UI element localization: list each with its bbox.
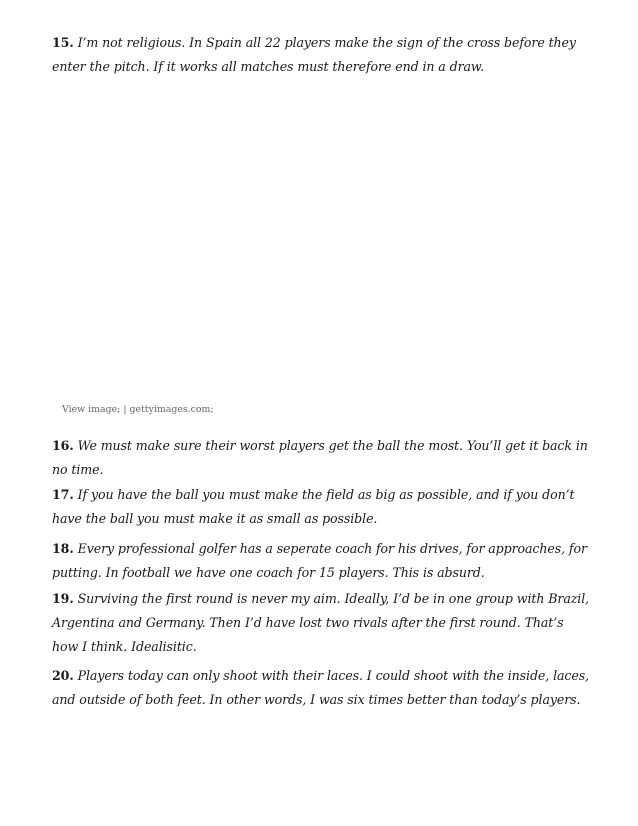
image-caption-link[interactable]: View image; | gettyimages.com; xyxy=(62,404,214,415)
quote-15 xyxy=(52,31,592,79)
quote-number: 15. xyxy=(52,35,74,50)
quote-18 xyxy=(52,537,592,585)
quote-text: I’m not religious. In Spain all 22 players make the sign of the cross before they enter the pitch. If it works all matches must therefore end in a draw. xyxy=(52,35,576,74)
quote-number: 20. xyxy=(52,668,74,683)
quote-text: We must make sure their worst players get the ball the most. You’ll get it back in no time. xyxy=(52,438,588,477)
quote-20 xyxy=(52,664,592,712)
embedded-image-placeholder xyxy=(52,86,592,386)
quote-number: 17. xyxy=(52,487,74,502)
quote-text: Surviving the first round is never my aim. Ideally, I’d be in one group with Brazil, Argentina and Germany. Then I’d have lost two rivals after the first round. That’s how I think. Idealisitic. xyxy=(52,591,590,654)
quote-17 xyxy=(52,483,592,531)
quote-16 xyxy=(52,434,592,482)
quote-number: 16. xyxy=(52,438,74,453)
quote-number: 18. xyxy=(52,541,74,556)
quote-text: Players today can only shoot with their laces. I could shoot with the inside, laces, and outside of both feet. In other words, I was six times better than today’s players. xyxy=(52,668,589,707)
quote-text: Every professional golfer has a seperate coach for his drives, for approaches, for putting. In football we have one coach for 15 players. This is absurd. xyxy=(52,541,587,580)
quote-19 xyxy=(52,587,592,659)
quote-text: If you have the ball you must make the field as big as possible, and if you don’t have the ball you must make it as small as possible. xyxy=(52,487,575,526)
quote-number: 19. xyxy=(52,591,74,606)
